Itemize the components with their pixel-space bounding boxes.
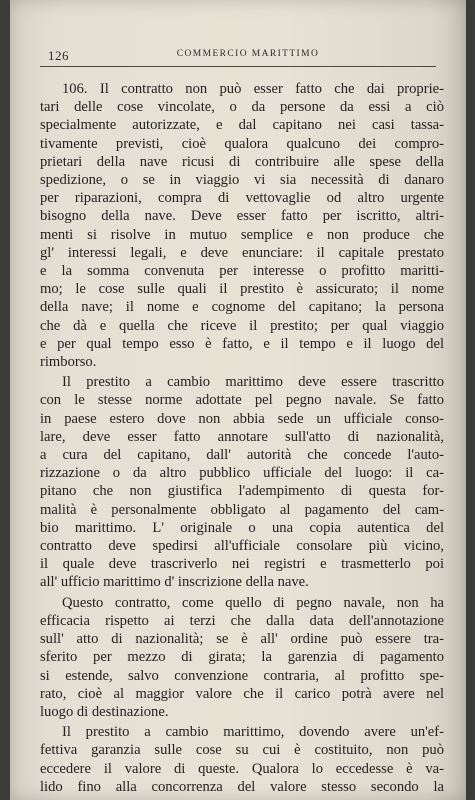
text-line: tari delle cose vincolate, o da persone da essi a ciò	[40, 99, 444, 116]
text-line: all' ufficio marittimo d' inscrizione della nave.	[40, 574, 309, 591]
text-line: mo; le cose sulle quali il prestito è assicurato; il nome	[40, 281, 444, 298]
text-line: rimborso.	[40, 354, 97, 371]
text-line: sull' atto di nazionalità; se è all' ordine può essere tra-	[40, 631, 444, 648]
body-text	[40, 80, 444, 798]
text-line: lare, deve esser fatto annotare sull'atto di nazionalità,	[40, 428, 444, 445]
text-line: Il prestito a cambio marittimo, dovendo avere un'ef-	[62, 724, 444, 741]
text-line: bisogno della nave. Deve esser fatto per iscritto, altri-	[40, 208, 444, 225]
text-line: lido fino alla concorrenza del valore stesso secondo la	[40, 778, 444, 795]
text-line: spedizione, o se in viaggio vi sia necessità di danaro	[40, 172, 444, 189]
text-line: in paese estero dove non abbia sede un ufficiale conso-	[40, 410, 444, 427]
text-line: e la somma convenuta per interesse o profitto maritti-	[40, 263, 444, 280]
text-line: eccedere il valore di queste. Qualora lo eccedesse è va-	[40, 760, 444, 777]
text-line: a cura del capitano, dall' autorità che concede l'auto-	[40, 447, 444, 464]
text-line: malità è personalmente obbligato al pagamento del cam-	[40, 501, 444, 518]
text-line: il quale deve trascriverlo nei registri e trasmetterlo poi	[40, 556, 444, 573]
paragraph	[40, 80, 444, 371]
text-line: luogo di destinazione.	[40, 703, 169, 720]
text-line: e per qual tempo esso è fatto, e il tempo e il luogo del	[40, 335, 444, 352]
text-line: 106. Il contratto non può esser fatto che dai proprie-	[62, 81, 444, 97]
page-number: 126	[48, 48, 69, 63]
text-line: rizzazione o da altro pubblico ufficiale del luogo: il ca-	[40, 465, 444, 482]
text-line: specialmente autorizzate, e dal capitano nei casi tassa-	[40, 117, 444, 134]
text-line: della nave; il nome e cognome del capitano; la persona	[40, 299, 444, 316]
text-line: che dà e quella che riceve il prestito; per qual viaggio	[40, 317, 444, 334]
header-rule	[40, 66, 436, 67]
running-head: COMMERCIO MARITTIMO	[176, 49, 320, 59]
text-line: fettiva garanzia sulle cose su cui è costituito, non può	[40, 742, 444, 759]
text-line: bio marittimo. L' originale o una copia autentica del	[40, 519, 444, 536]
text-line: menti si risolve in mutuo semplice e non produce che	[40, 226, 444, 243]
text-line: con le stesse norme adottate pel pegno navale. Se fatto	[40, 392, 444, 409]
text-line: Questo contratto, come quello di pegno navale, non ha	[62, 594, 444, 611]
text-line: pitano che non giustifica l'adempimento di questa for-	[40, 483, 444, 500]
text-line: Il prestito a cambio marittimo deve essere trascritto	[62, 374, 444, 391]
text-line: tivamente previsti, cioè qualora qualcuno dei compro-	[40, 135, 444, 152]
text-line: efficacia rispetto ai terzi che dalla data dell'annotazione	[40, 612, 444, 629]
text-line: sferito per mezzo di girata; la garenzia di pagamento	[40, 649, 444, 666]
text-line: gl' interessi legali, e deve enunciare: il capitale prestato	[40, 244, 444, 261]
text-line: si estende, salvo convenzione contraria, al profitto spe-	[40, 667, 444, 684]
text-line: rato, cioè al maggior valore che il carico potrà avere nel	[40, 685, 444, 702]
text-line: per riparazioni, compra di vettovaglie od altro urgente	[40, 190, 444, 207]
paragraph	[40, 723, 444, 796]
paragraph	[40, 373, 444, 591]
page-header	[48, 42, 448, 64]
text-line: contratto deve spedirsi all'ufficiale consolare più vicino,	[40, 538, 444, 555]
paragraph	[40, 594, 444, 721]
text-line: prietari della nave ricusi di contribuire alle spese della	[40, 153, 444, 170]
